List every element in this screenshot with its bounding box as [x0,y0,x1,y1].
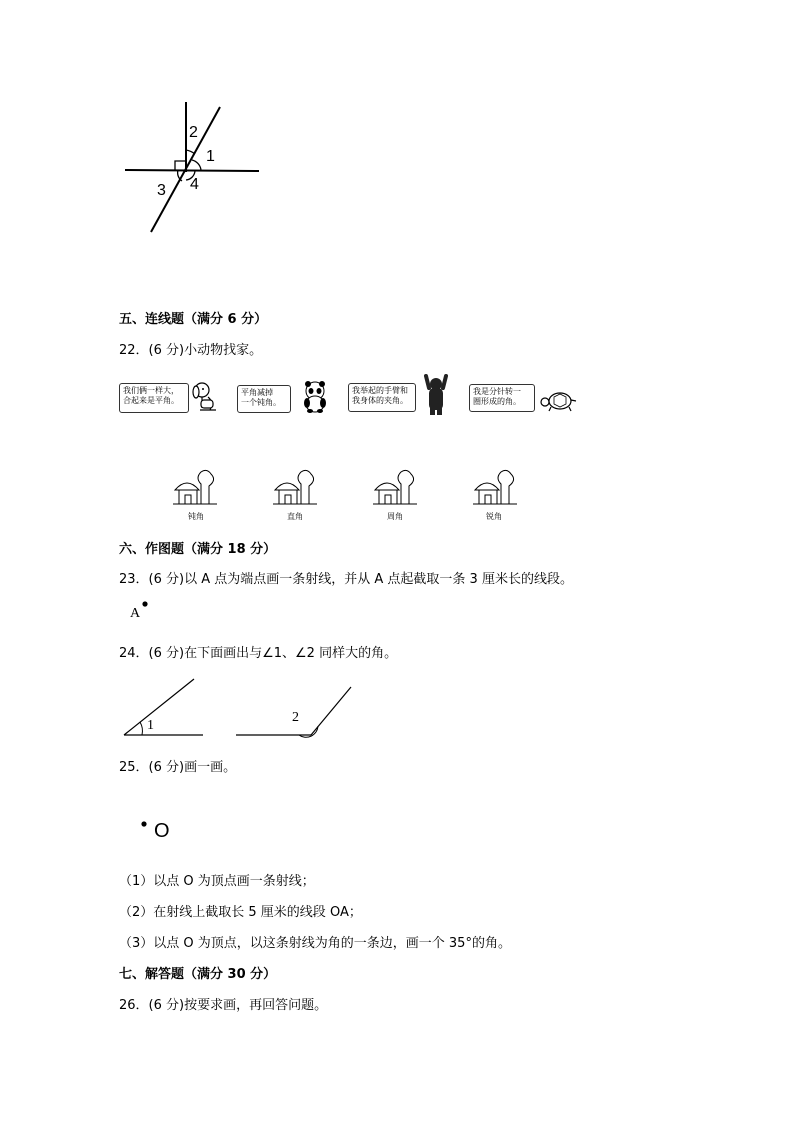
house-icon-3 [373,468,417,508]
angle-label-1: 1 [206,148,215,165]
panda-icon [300,381,330,413]
bubble-4-line2: 圈形成的角。 [473,397,521,406]
angle-label-2: 2 [189,124,198,141]
house-label-3: 周角 [387,512,403,521]
bubble-3-line2: 我身体的夹角。 [352,396,408,405]
intersecting-lines-figure [0,0,794,260]
bubble-3-line1: 我举起的手臂和 [352,386,408,395]
speech-bubble-2 [237,385,291,413]
question-24: 24．(6 分)在下面画出与∠1、∠2 同样大的角。 [119,646,398,661]
sub-question-2: （2）在射线上截取长 5 厘米的线段 OA； [119,905,362,920]
angle-label-4: 4 [190,176,199,193]
turtle-icon [540,389,580,413]
house-label-4: 锐角 [486,512,502,521]
dog-icon [190,380,220,414]
question-23: 23．(6 分)以 A 点为端点画一条射线，并从 A 点起截取一条 3 厘米长的线段。 [119,572,573,587]
point-o-label: O [154,820,170,842]
bubble-1-line2: 合起来是平角。 [123,396,179,405]
angle-label-3: 3 [157,182,166,199]
bear-icon [423,374,449,416]
house-icon-1 [173,468,217,508]
sub-question-3: （3）以点 O 为顶点，以这条射线为角的一条边，画一个 35°的角。 [119,936,511,951]
speech-bubble-3 [348,383,416,412]
section5-heading: 五、连线题（满分 6 分） [119,312,268,327]
point-a-label: A [130,606,141,621]
house-label-2: 直角 [287,512,303,521]
question-22: 22．(6 分)小动物找家。 [119,343,263,358]
bubble-2-line2: 一个钝角。 [241,398,281,407]
house-icon-2 [273,468,317,508]
section6-heading: 六、作图题（满分 18 分） [119,542,277,557]
bubble-4-line1: 我是分针转一 [473,387,521,396]
question-25: 25．(6 分)画一画。 [119,760,237,775]
house-icon-4 [473,468,517,508]
section7-heading: 七、解答题（满分 30 分） [119,967,277,982]
sub-question-1: （1）以点 O 为顶点画一条射线； [119,874,315,889]
speech-bubble-4 [469,384,535,412]
point-o-dot [140,820,148,828]
angle-1-label: 1 [147,718,154,733]
house-label-1: 钝角 [188,512,204,521]
speech-bubble-1 [119,383,189,413]
bubble-2-line1: 平角减掉 [241,388,273,397]
angle-2-label: 2 [292,710,299,725]
point-a-dot [141,600,149,608]
angle-figures [0,670,794,750]
bubble-1-line1: 我们俩一样大， [123,386,179,395]
question-26: 26．(6 分)按要求画，再回答问题。 [119,998,328,1013]
